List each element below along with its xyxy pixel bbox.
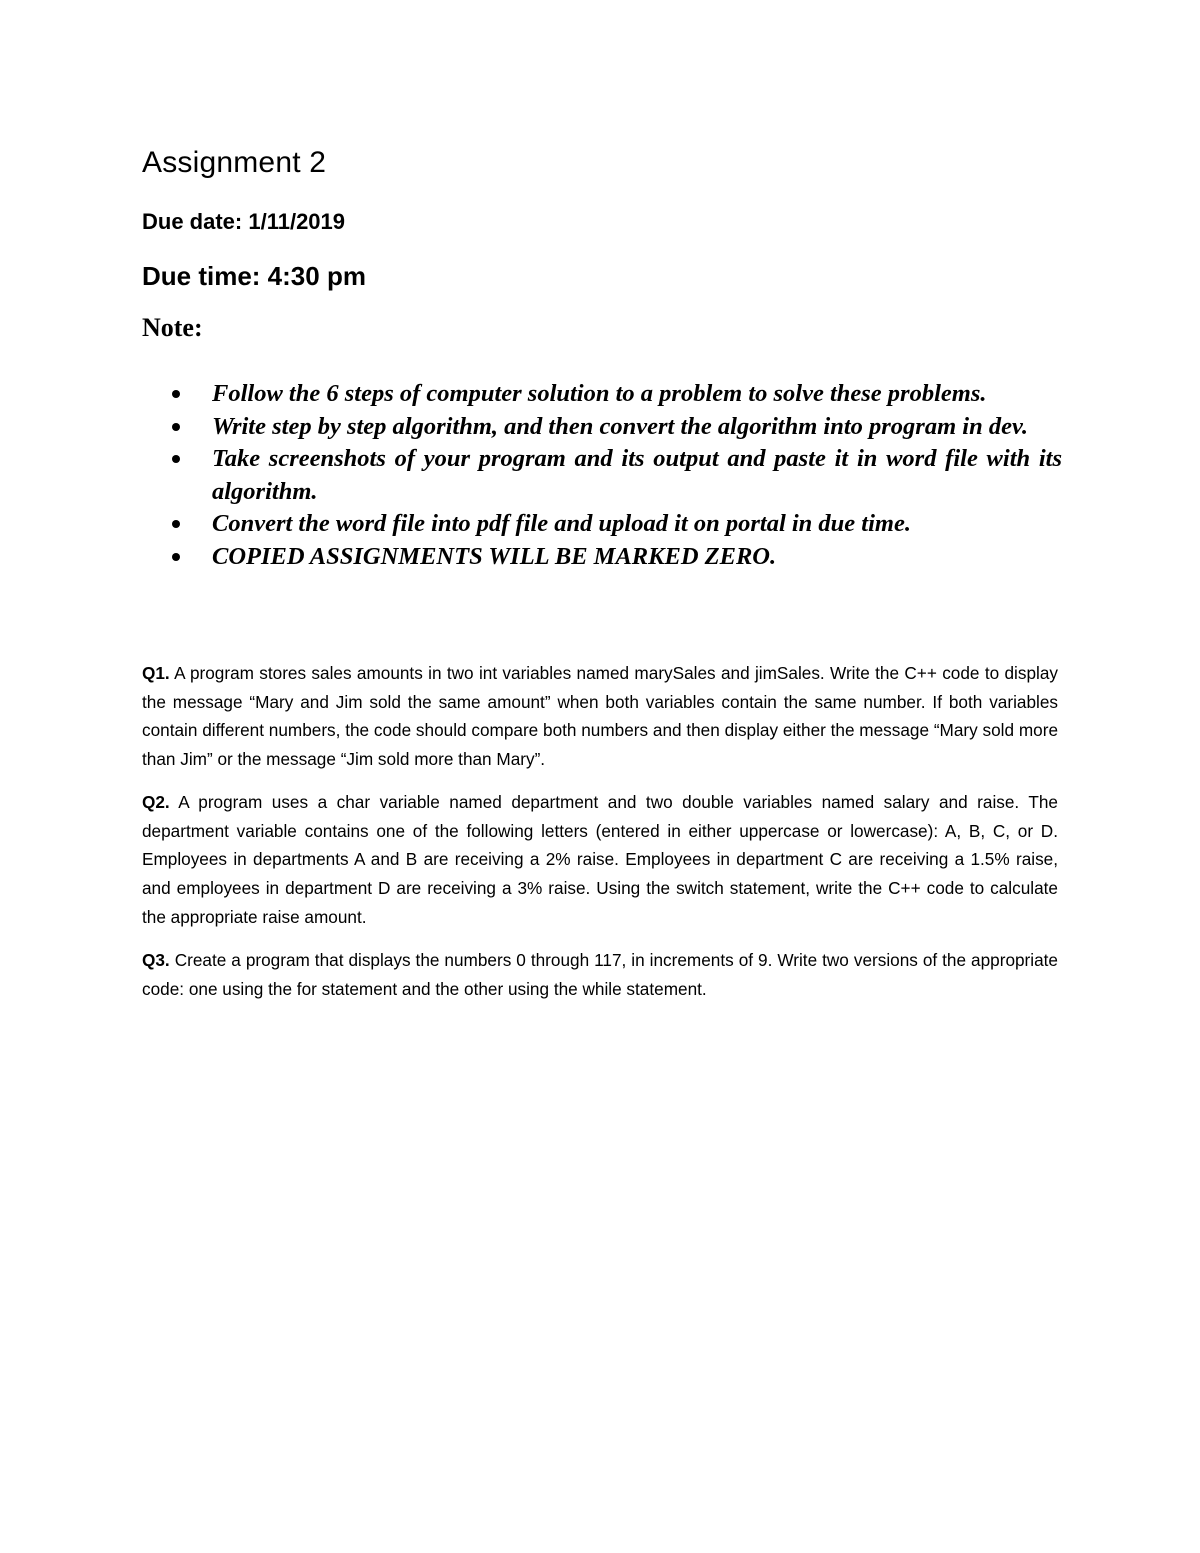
document-title: Assignment 2 [142, 146, 327, 179]
note-item [172, 508, 1062, 541]
note-heading: Note: [142, 313, 203, 342]
question-label: Q1. [142, 663, 170, 683]
question-2 [142, 788, 1058, 932]
bullet-icon [172, 455, 180, 463]
note-text: Convert the word file into pdf file and upload it on portal in due time. [212, 510, 911, 537]
question-1 [142, 659, 1058, 774]
due-date: Due date: 1/11/2019 [142, 209, 346, 234]
note-text: Follow the 6 steps of computer solution to a problem to solve these problems. [212, 380, 987, 407]
bullet-icon [172, 520, 180, 528]
note-item [172, 443, 1062, 508]
bullet-icon [172, 390, 180, 398]
note-item [172, 411, 1062, 444]
note-text: Take screenshots of your program and its output and paste it in word file with its algorithm. [212, 445, 1062, 505]
note-text: COPIED ASSIGNMENTS WILL BE MARKED ZERO. [212, 542, 777, 570]
question-text: Create a program that displays the numbers 0 through 117, in increments of 9. Write two versions of the appropriate code: one using the for statement and the other using the while statement. [142, 950, 1058, 999]
question-3 [142, 946, 1058, 1003]
question-text: A program uses a char variable named department and two double variables named salary and raise. The department variable contains one of the following letters (entered in either uppercase or lowercase): A, B, C, or D. Employees in departments A and B are receiving a 2% raise. Employees in department C are receiving a 1.5% raise, and employees in department D are receiving a 3% raise. Using the switch statement, write the C++ code to calculate the appropriate raise amount. [142, 792, 1058, 927]
note-item [172, 541, 1062, 574]
bullet-icon [172, 553, 180, 561]
bullet-icon [172, 423, 180, 431]
question-label: Q2. [142, 792, 170, 812]
note-text: Write step by step algorithm, and then convert the algorithm into program in dev. [212, 412, 1029, 440]
question-label: Q3. [142, 950, 170, 970]
question-text: A program stores sales amounts in two int variables named marySales and jimSales. Write the C++ code to display the message “Mary and Jim sold the same amount” when both variables contain the same number. If both variables contain different numbers, the code should compare both numbers and then display either the message “Mary sold more than Jim” or the message “Jim sold more than Mary”. [142, 663, 1058, 770]
due-time: Due time: 4:30 pm [142, 261, 366, 291]
note-item [172, 378, 1062, 411]
notes-list [172, 378, 1062, 573]
